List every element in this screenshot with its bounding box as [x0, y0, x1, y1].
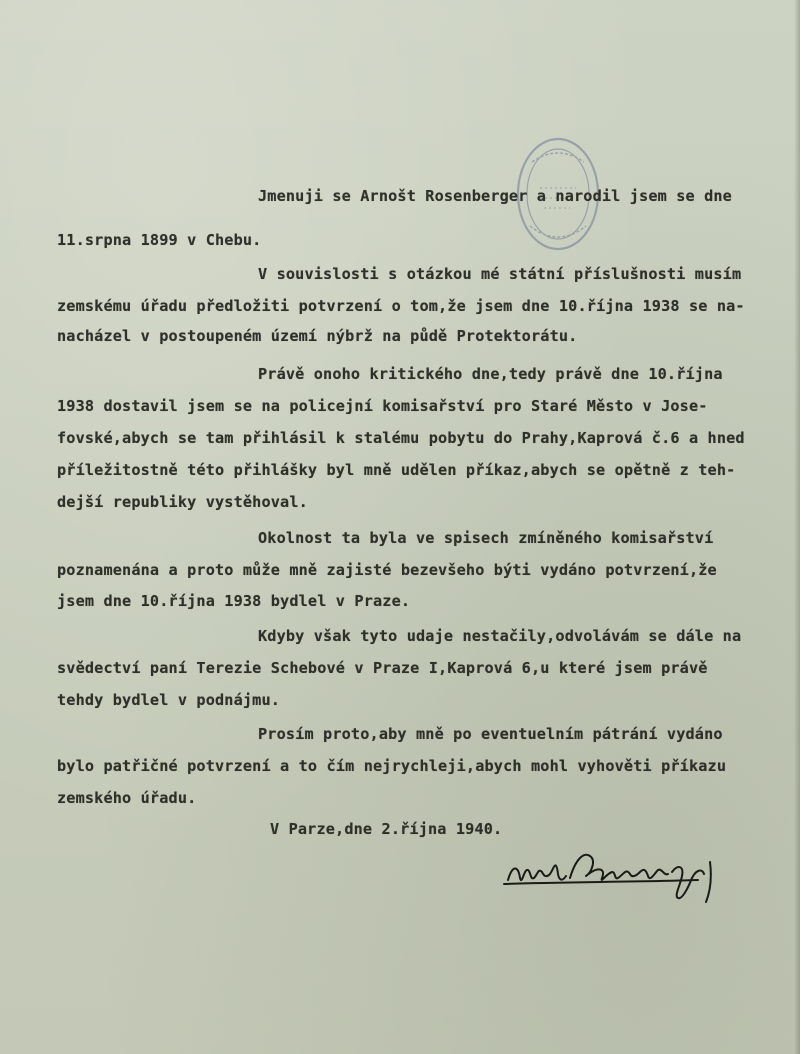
- text-line-4: zemskému úřadu předložiti potvrzení o tom,že jsem dne 10.října 1938 se na-: [57, 297, 745, 315]
- text-line-19: zemského úřadu.: [57, 789, 197, 807]
- text-line-8: fovské,abych se tam přihlásil k stalému pobytu do Prahy,Kaprová č.6 a hned: [57, 429, 745, 447]
- text-line-11: Okolnost ta byla ve spisech zmíněného komisařství: [258, 529, 714, 547]
- page-edge-shadow: [794, 0, 800, 1054]
- text-line-1: Jmenuji se Arnošt Rosenberger a narodil jsem se dne: [258, 187, 732, 205]
- text-line-18: bylo patřičné potvrzení a to čím nejrychleji,abych mohl vyhověti příkazu: [57, 757, 727, 775]
- handwritten-signature: [498, 838, 758, 908]
- text-line-9: příležitostně této přihlášky byl mně udělen příkaz,abych se opětně z teh-: [57, 461, 736, 479]
- text-line-14: Kdyby však tyto udaje nestačily,odvolávám se dále na: [258, 627, 742, 645]
- text-line-16: tehdy bydlel v podnájmu.: [57, 691, 281, 709]
- text-line-12: poznamenána a proto může mně zajisté bezevšeho býti vydáno potvrzení,že: [57, 561, 717, 579]
- text-line-10: dejší republiky vystěhoval.: [57, 493, 308, 511]
- text-line-2: 11.srpna 1899 v Chebu.: [57, 231, 262, 249]
- text-line-17: Prosím proto,aby mně po eventuelním pátrání vydáno: [258, 725, 723, 743]
- text-line-15: svědectví paní Terezie Schebové v Praze I,Kaprová 6,u které jsem právě: [57, 659, 708, 677]
- text-line-5: nacházel v postoupeném území nýbrž na půdě Protektorátu.: [57, 327, 578, 345]
- text-line-7: 1938 dostavil jsem se na policejní komisařství pro Staré Město v Jose-: [57, 397, 708, 415]
- date-line: V Parze,dne 2.října 1940.: [270, 820, 503, 838]
- text-line-3: V souvislosti s otázkou mé státní příslušnosti musím: [258, 265, 742, 283]
- text-line-6: Právě onoho kritického dne,tedy právě dne 10.října: [258, 365, 723, 383]
- text-line-13: jsem dne 10.října 1938 bydlel v Praze.: [57, 592, 411, 610]
